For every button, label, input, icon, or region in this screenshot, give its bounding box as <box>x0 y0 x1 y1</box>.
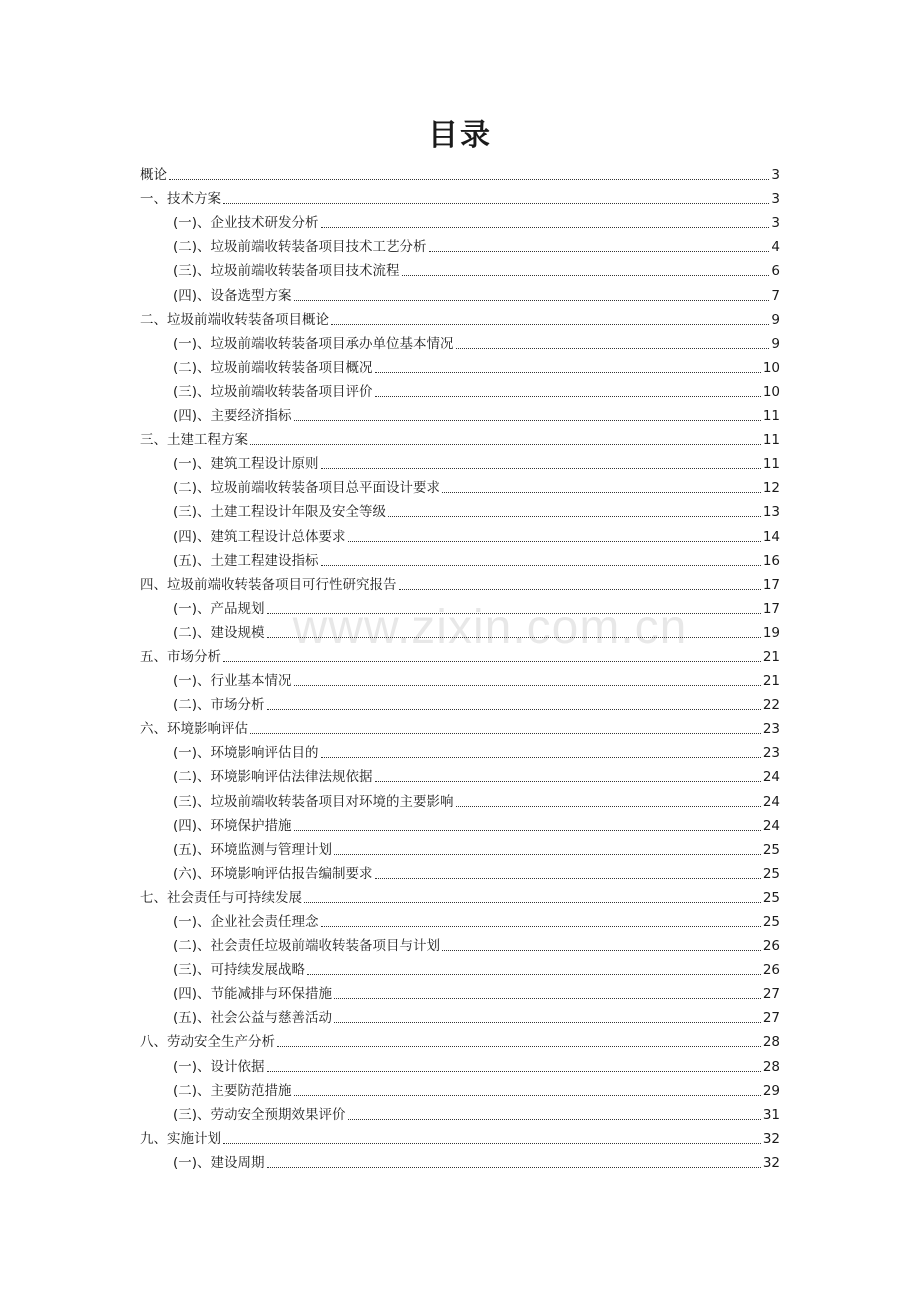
toc-entry-title: 八、劳动安全生产分析 <box>140 1034 275 1051</box>
toc-entry-title: (一)、环境影响评估目的 <box>173 745 319 762</box>
dot-leader <box>348 541 761 542</box>
dot-leader <box>277 1046 761 1047</box>
dot-leader <box>223 661 761 662</box>
toc-entry-page-number: 9 <box>771 335 780 352</box>
toc-entry-title: (四)、主要经济指标 <box>173 408 292 425</box>
toc-entry[interactable] <box>140 353 780 377</box>
toc-entry-title: (六)、环境影响评估报告编制要求 <box>173 865 373 882</box>
toc-entry-page-number: 21 <box>762 648 780 665</box>
toc-entry-title: (一)、企业社会责任理念 <box>173 914 319 930</box>
toc-entry[interactable] <box>140 786 780 810</box>
toc-entry-page-number: 3 <box>771 191 780 208</box>
toc-entry-page-number: 27 <box>762 986 780 1003</box>
page-title: 目录 <box>428 118 492 153</box>
toc-entry[interactable] <box>140 280 780 304</box>
toc-entry[interactable] <box>140 738 780 762</box>
toc-entry-title: 二、垃圾前端收转装备项目概论 <box>140 311 329 328</box>
dot-leader <box>321 757 761 758</box>
toc-entry-title: (一)、行业基本情况 <box>173 673 292 690</box>
toc-entry-page-number: 25 <box>762 865 780 882</box>
toc-entry-page-number: 28 <box>762 1058 780 1075</box>
toc-entry[interactable] <box>140 618 780 642</box>
dot-leader <box>334 998 761 999</box>
dot-leader <box>250 733 761 734</box>
dot-leader <box>294 685 761 686</box>
dot-leader <box>321 468 761 469</box>
toc-entry-title: (一)、设计依据 <box>173 1058 265 1075</box>
dot-leader <box>294 1095 761 1096</box>
toc-entry[interactable] <box>140 1124 780 1148</box>
toc-entry[interactable] <box>140 546 780 570</box>
toc-entry-title: (一)、产品规划 <box>173 600 265 617</box>
watermark: www.zixin.com.cn <box>292 601 688 654</box>
toc-entry-page-number: 12 <box>762 480 780 497</box>
toc-entry-title: (二)、社会责任垃圾前端收转装备项目与计划 <box>173 938 441 955</box>
toc-entry-title: (三)、垃圾前端收转装备项目评价 <box>173 383 373 400</box>
toc-entry-title: (一)、企业技术研发分析 <box>173 215 319 232</box>
dot-leader <box>402 275 770 276</box>
toc-entry-title: (三)、劳动安全预期效果评价 <box>173 1106 346 1123</box>
toc-entry[interactable] <box>140 931 780 955</box>
dot-leader <box>294 300 770 301</box>
toc-entry-page-number: 29 <box>762 1082 780 1099</box>
toc-entry-page-number: 31 <box>762 1106 780 1123</box>
dot-leader <box>304 902 761 903</box>
dot-leader <box>456 806 761 807</box>
toc-entry-page-number: 11 <box>762 408 780 425</box>
toc-entry[interactable] <box>140 473 780 497</box>
toc-entry[interactable] <box>140 305 780 329</box>
toc-entry-title: (五)、社会公益与慈善活动 <box>173 1010 333 1027</box>
dot-leader <box>321 926 761 927</box>
dot-leader <box>399 589 761 590</box>
dot-leader <box>321 565 761 566</box>
dot-leader <box>223 203 769 204</box>
toc-entry-title: (四)、建筑工程设计总体要求 <box>173 528 346 545</box>
toc-entry-page-number: 9 <box>771 311 780 328</box>
toc-entry-title: 四、垃圾前端收转装备项目可行性研究报告 <box>140 576 397 593</box>
toc-entry-page-number: 10 <box>762 359 780 376</box>
toc-entry-title: (四)、环境保护措施 <box>173 817 292 834</box>
toc-entry-title: (二)、建设规模 <box>173 624 265 641</box>
toc-entry-page-number: 25 <box>762 914 780 930</box>
toc-entry[interactable] <box>140 979 780 1003</box>
toc-entry-page-number: 7 <box>771 287 780 304</box>
toc-entry-page-number: 26 <box>762 962 780 979</box>
dot-leader <box>334 1022 761 1023</box>
toc-entry-title: (一)、建筑工程设计原则 <box>173 456 319 473</box>
toc-entry-page-number: 27 <box>762 1010 780 1027</box>
toc-entry[interactable] <box>140 449 780 473</box>
toc-entry[interactable] <box>140 521 780 545</box>
toc-entry-page-number: 21 <box>762 673 780 690</box>
toc-entry-title: (五)、环境监测与管理计划 <box>173 841 333 858</box>
toc-entry-title: (三)、土建工程设计年限及安全等级 <box>173 504 387 521</box>
toc-entry[interactable] <box>140 690 780 714</box>
toc-entry-title: 三、土建工程方案 <box>140 432 248 449</box>
toc-entry-page-number: 17 <box>762 576 780 593</box>
toc-entry[interactable] <box>140 208 780 232</box>
toc-entry[interactable] <box>140 835 780 859</box>
toc-entry-page-number: 19 <box>762 624 780 641</box>
dot-leader <box>348 1119 761 1120</box>
dot-leader <box>375 372 761 373</box>
toc-entry-title: (四)、节能减排与环保措施 <box>173 986 333 1003</box>
toc-entry-title: (四)、设备选型方案 <box>173 287 292 304</box>
dot-leader <box>267 637 761 638</box>
dot-leader <box>267 1071 761 1072</box>
toc-entry[interactable] <box>140 859 780 883</box>
toc-entry[interactable] <box>140 1003 780 1027</box>
toc-entry-title: (二)、垃圾前端收转装备项目总平面设计要求 <box>173 480 441 497</box>
dot-leader <box>267 1167 761 1168</box>
dot-leader <box>321 227 770 228</box>
dot-leader <box>442 492 761 493</box>
toc-entry-title: (三)、垃圾前端收转装备项目对环境的主要影响 <box>173 793 454 810</box>
toc-entry-title: (二)、环境影响评估法律法规依据 <box>173 769 373 786</box>
dot-leader <box>375 781 761 782</box>
toc-entry[interactable] <box>140 1027 780 1051</box>
toc-entry[interactable] <box>140 1076 780 1100</box>
dot-leader <box>429 251 770 252</box>
toc-entry-title: (二)、垃圾前端收转装备项目概况 <box>173 359 373 376</box>
toc-entry-page-number: 4 <box>771 239 780 256</box>
toc-entry-page-number: 3 <box>771 167 780 184</box>
toc-entry-title: (三)、可持续发展战略 <box>173 962 306 979</box>
toc-entry-page-number: 23 <box>762 721 780 738</box>
toc-entry[interactable] <box>140 762 780 786</box>
dot-leader <box>250 444 761 445</box>
toc-entry[interactable] <box>140 256 780 280</box>
toc-entry[interactable] <box>140 955 780 979</box>
toc-entry-page-number: 6 <box>771 263 780 280</box>
toc-entry[interactable] <box>140 425 780 449</box>
dot-leader <box>388 516 761 517</box>
dot-leader <box>294 420 761 421</box>
toc-entry[interactable] <box>140 883 780 907</box>
table-of-contents <box>140 160 780 1172</box>
toc-entry-page-number: 22 <box>762 697 780 714</box>
toc-entry-page-number: 11 <box>762 456 780 473</box>
dot-leader <box>334 854 761 855</box>
toc-entry-page-number: 10 <box>762 383 780 400</box>
toc-entry[interactable] <box>140 497 780 521</box>
dot-leader <box>267 709 761 710</box>
dot-leader <box>169 179 769 180</box>
toc-entry[interactable] <box>140 1051 780 1075</box>
toc-entry-title: (一)、垃圾前端收转装备项目承办单位基本情况 <box>173 335 454 352</box>
toc-entry-title: 五、市场分析 <box>140 648 221 665</box>
toc-entry[interactable] <box>140 1148 780 1172</box>
toc-entry[interactable] <box>140 666 780 690</box>
toc-entry-page-number: 25 <box>762 841 780 858</box>
dot-leader <box>294 830 761 831</box>
toc-entry-page-number: 24 <box>762 769 780 786</box>
toc-entry-title: (二)、垃圾前端收转装备项目技术工艺分析 <box>173 239 427 256</box>
toc-entry-title: 六、环境影响评估 <box>140 721 248 738</box>
toc-entry[interactable] <box>140 401 780 425</box>
toc-entry-title: (三)、垃圾前端收转装备项目技术流程 <box>173 263 400 280</box>
dot-leader <box>331 324 769 325</box>
toc-entry[interactable] <box>140 232 780 256</box>
toc-entry-title: (二)、市场分析 <box>173 697 265 714</box>
toc-entry-title: 七、社会责任与可持续发展 <box>140 889 302 906</box>
toc-entry[interactable] <box>140 811 780 835</box>
dot-leader <box>223 1143 761 1144</box>
dot-leader <box>375 396 761 397</box>
toc-entry-page-number: 14 <box>762 528 780 545</box>
dot-leader <box>456 348 770 349</box>
toc-entry-page-number: 23 <box>762 745 780 762</box>
toc-entry-title: 一、技术方案 <box>140 191 221 208</box>
toc-entry-page-number: 17 <box>762 600 780 617</box>
toc-entry-page-number: 24 <box>762 793 780 810</box>
toc-entry-page-number: 32 <box>762 1130 780 1147</box>
dot-leader <box>267 613 761 614</box>
toc-entry[interactable] <box>140 1100 780 1124</box>
toc-entry-page-number: 24 <box>762 817 780 834</box>
toc-entry-page-number: 11 <box>762 432 780 449</box>
toc-entry-title: (二)、主要防范措施 <box>173 1082 292 1099</box>
toc-entry[interactable] <box>140 642 780 666</box>
dot-leader <box>442 950 761 951</box>
toc-entry[interactable] <box>140 714 780 738</box>
toc-entry[interactable] <box>140 907 780 931</box>
toc-entry-title: (一)、建设周期 <box>173 1154 265 1171</box>
toc-entry-page-number: 13 <box>762 504 780 521</box>
toc-entry-page-number: 25 <box>762 889 780 906</box>
toc-entry-title: (五)、土建工程建设指标 <box>173 552 319 569</box>
toc-entry-page-number: 26 <box>762 938 780 955</box>
toc-entry[interactable] <box>140 160 780 184</box>
toc-entry-page-number: 3 <box>771 215 780 232</box>
toc-entry-page-number: 32 <box>762 1154 780 1171</box>
dot-leader <box>307 974 761 975</box>
toc-entry-page-number: 28 <box>762 1034 780 1051</box>
toc-entry[interactable] <box>140 329 780 353</box>
toc-entry[interactable] <box>140 184 780 208</box>
toc-entry[interactable] <box>140 570 780 594</box>
toc-entry-title: 概论 <box>140 167 167 184</box>
toc-entry-page-number: 16 <box>762 552 780 569</box>
toc-entry-title: 九、实施计划 <box>140 1130 221 1147</box>
toc-entry[interactable] <box>140 594 780 618</box>
toc-entry[interactable] <box>140 377 780 401</box>
dot-leader <box>375 878 761 879</box>
